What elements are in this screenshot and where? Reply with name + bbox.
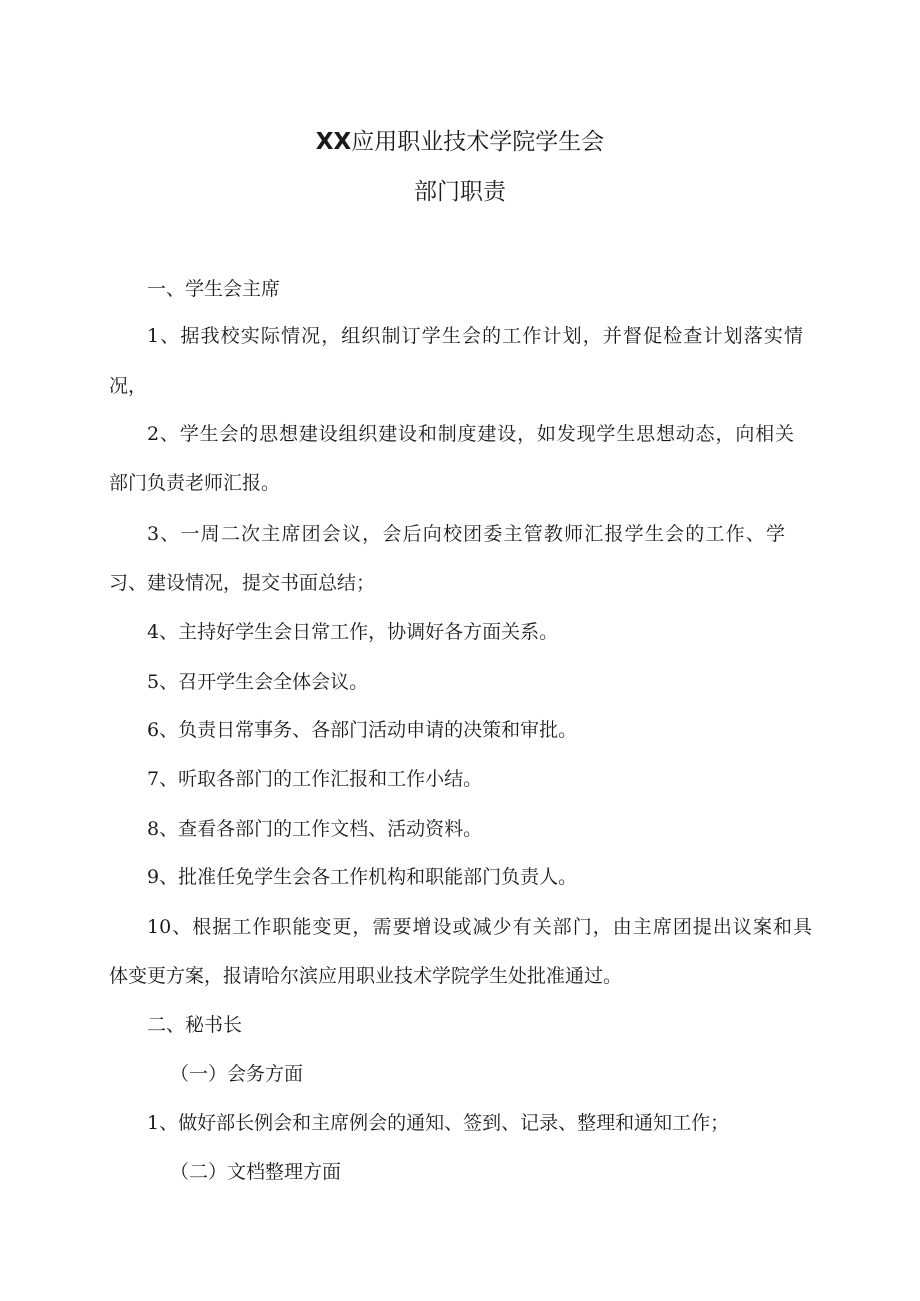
paragraph-line: 1、做好部长例会和主席例会的通知、签到、记录、整理和通知工作； bbox=[147, 1112, 730, 1134]
paragraph-line: 9、批准任免学生会各工作机构和职能部门负责人。 bbox=[147, 866, 578, 888]
paragraph-line: 5、召开学生会全体会议。 bbox=[147, 671, 369, 693]
section-heading-secretary: 二、秘书长 bbox=[147, 1014, 243, 1036]
title-main: 应用职业技术学院学生会 bbox=[351, 129, 605, 155]
title-prefix: XX bbox=[315, 129, 352, 155]
paragraph-line: 8、查看各部门的工作文档、活动资料。 bbox=[147, 818, 483, 840]
document-title bbox=[0, 127, 920, 157]
paragraph-line: 3、一周二次主席团会议，会后向校团委主管教师汇报学生会的工作、学 bbox=[147, 523, 785, 545]
paragraph-line: 10、根据工作职能变更，需要增设或减少有关部门，由主席团提出议案和具 bbox=[147, 916, 812, 938]
paragraph-line: 1、据我校实际情况，组织制订学生会的工作计划，并督促检查计划落实情 bbox=[147, 325, 803, 347]
paragraph-line: 体变更方案，报请哈尔滨应用职业技术学院学生处批准通过。 bbox=[109, 965, 623, 987]
paragraph-line: 6、负责日常事务、各部门活动申请的决策和审批。 bbox=[147, 719, 578, 741]
paragraph-line: 2、学生会的思想建设组织建设和制度建设，如发现学生思想动态，向相关 bbox=[147, 423, 794, 445]
paragraph-line: 7、听取各部门的工作汇报和工作小结。 bbox=[147, 768, 483, 790]
document-subtitle: 部门职责 bbox=[414, 179, 506, 205]
subsection-heading: （二）文档整理方面 bbox=[170, 1161, 342, 1183]
paragraph-line: 部门负责老师汇报。 bbox=[109, 472, 281, 494]
paragraph-line: 习、建设情况，提交书面总结； bbox=[109, 572, 376, 594]
paragraph-line: 况， bbox=[109, 375, 148, 397]
subsection-heading: （一）会务方面 bbox=[170, 1063, 304, 1085]
section-heading-chairman: 一、学生会主席 bbox=[147, 278, 281, 300]
paragraph-line: 4、主持好学生会日常工作，协调好各方面关系。 bbox=[147, 621, 559, 643]
